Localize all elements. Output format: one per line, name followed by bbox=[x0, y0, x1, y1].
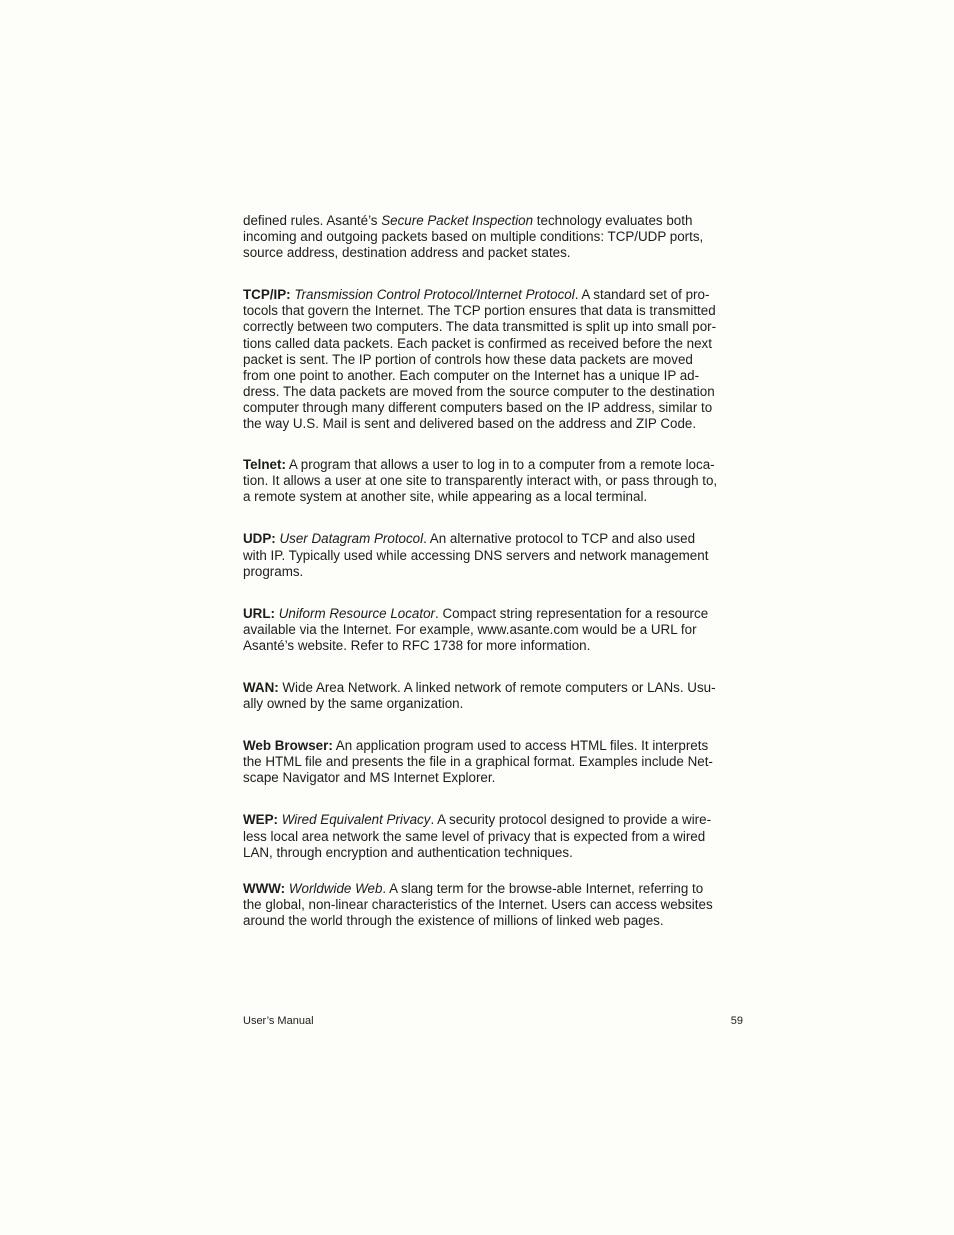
glossary-expansion: Worldwide Web bbox=[288, 880, 383, 896]
glossary-definition: . Compact string representation for a resource available via the Internet. For example, www.asante.com would be a URL for Asanté’s website. Refer to RFC 1738 for more information. bbox=[243, 605, 709, 653]
glossary-term: WEP: bbox=[243, 812, 278, 828]
glossary-entry-url bbox=[243, 606, 743, 654]
page-number: 59 bbox=[730, 1015, 743, 1027]
glossary-expansion: Uniform Resource Locator bbox=[278, 605, 436, 621]
glossary-expansion: Wired Equivalent Privacy bbox=[281, 812, 431, 828]
glossary-term: UDP: bbox=[243, 531, 276, 547]
glossary-definition: An application program used to access HTML files. It interprets the HTML file and presents the file in a graphical format. Examples include Net- scape Navigator and MS Internet Explorer. bbox=[243, 738, 713, 786]
glossary-entry-udp bbox=[243, 531, 743, 579]
glossary-body bbox=[243, 213, 743, 929]
glossary-definition: . A slang term for the browse-able Internet, referring to the global, non-linear characteristics of the Internet. Users can access websites around the world through the existence of millions of linked web pages. bbox=[243, 880, 713, 928]
glossary-definition: . An alternative protocol to TCP and also used with IP. Typically used while accessing DNS servers and network management programs. bbox=[243, 531, 709, 579]
glossary-expansion: Transmission Control Protocol/Internet Protocol bbox=[294, 287, 575, 303]
footer-manual-title: User’s Manual bbox=[243, 1015, 314, 1027]
glossary-definition: . A security protocol designed to provide a wire- less local area network the same level of privacy that is expected from a wired LAN, through encryption and authentication techniques. bbox=[243, 812, 712, 860]
glossary-term: TCP/IP: bbox=[243, 287, 291, 303]
glossary-entry-web-browser bbox=[243, 738, 743, 786]
glossary-entry-www bbox=[243, 881, 743, 929]
intro-text-rest: technology evaluates both incoming and outgoing packets based on multiple conditions: TCP/UDP ports, source address, destination address and packet states. bbox=[243, 213, 704, 261]
glossary-entry-tcpip bbox=[243, 287, 743, 432]
glossary-definition: Wide Area Network. A linked network of remote computers or LANs. Usu- ally owned by the same organization. bbox=[243, 679, 716, 712]
glossary-expansion: User Datagram Protocol bbox=[279, 531, 424, 547]
intro-paragraph bbox=[243, 213, 743, 261]
glossary-term: URL: bbox=[243, 605, 275, 621]
glossary-entry-wep bbox=[243, 812, 743, 860]
intro-text: defined rules. Asanté’s bbox=[243, 213, 382, 228]
glossary-term: WWW: bbox=[243, 880, 286, 896]
glossary-definition: . A standard set of pro- tocols that govern the Internet. The TCP portion ensures that data is transmitted correctly between two computers. The data transmitted is split up into small por- tions called data packets. Each packet is confirmed as received before the next packet is sent. The IP portion of controls how these data packets are moved from one point to another. Each computer on the Internet has a unique IP ad- dress. The data packets are moved from the source computer to the destination computer through many different computers based on the IP address, similar to the way U.S. Mail is sent and delivered based on the address and ZIP Code. bbox=[243, 287, 717, 432]
glossary-entry-wan bbox=[243, 680, 743, 712]
intro-italic-term: Secure Packet Inspection bbox=[381, 213, 534, 228]
glossary-term: Web Browser: bbox=[243, 738, 333, 754]
glossary-entry-telnet bbox=[243, 457, 743, 505]
glossary-term: WAN: bbox=[243, 679, 279, 695]
glossary-definition: A program that allows a user to log in to a computer from a remote loca- tion. It allows a user at one site to transparently interact with, or pass through to, a remote system at another site, while appearing as a local terminal. bbox=[243, 457, 718, 505]
glossary-term: Telnet: bbox=[243, 457, 286, 473]
